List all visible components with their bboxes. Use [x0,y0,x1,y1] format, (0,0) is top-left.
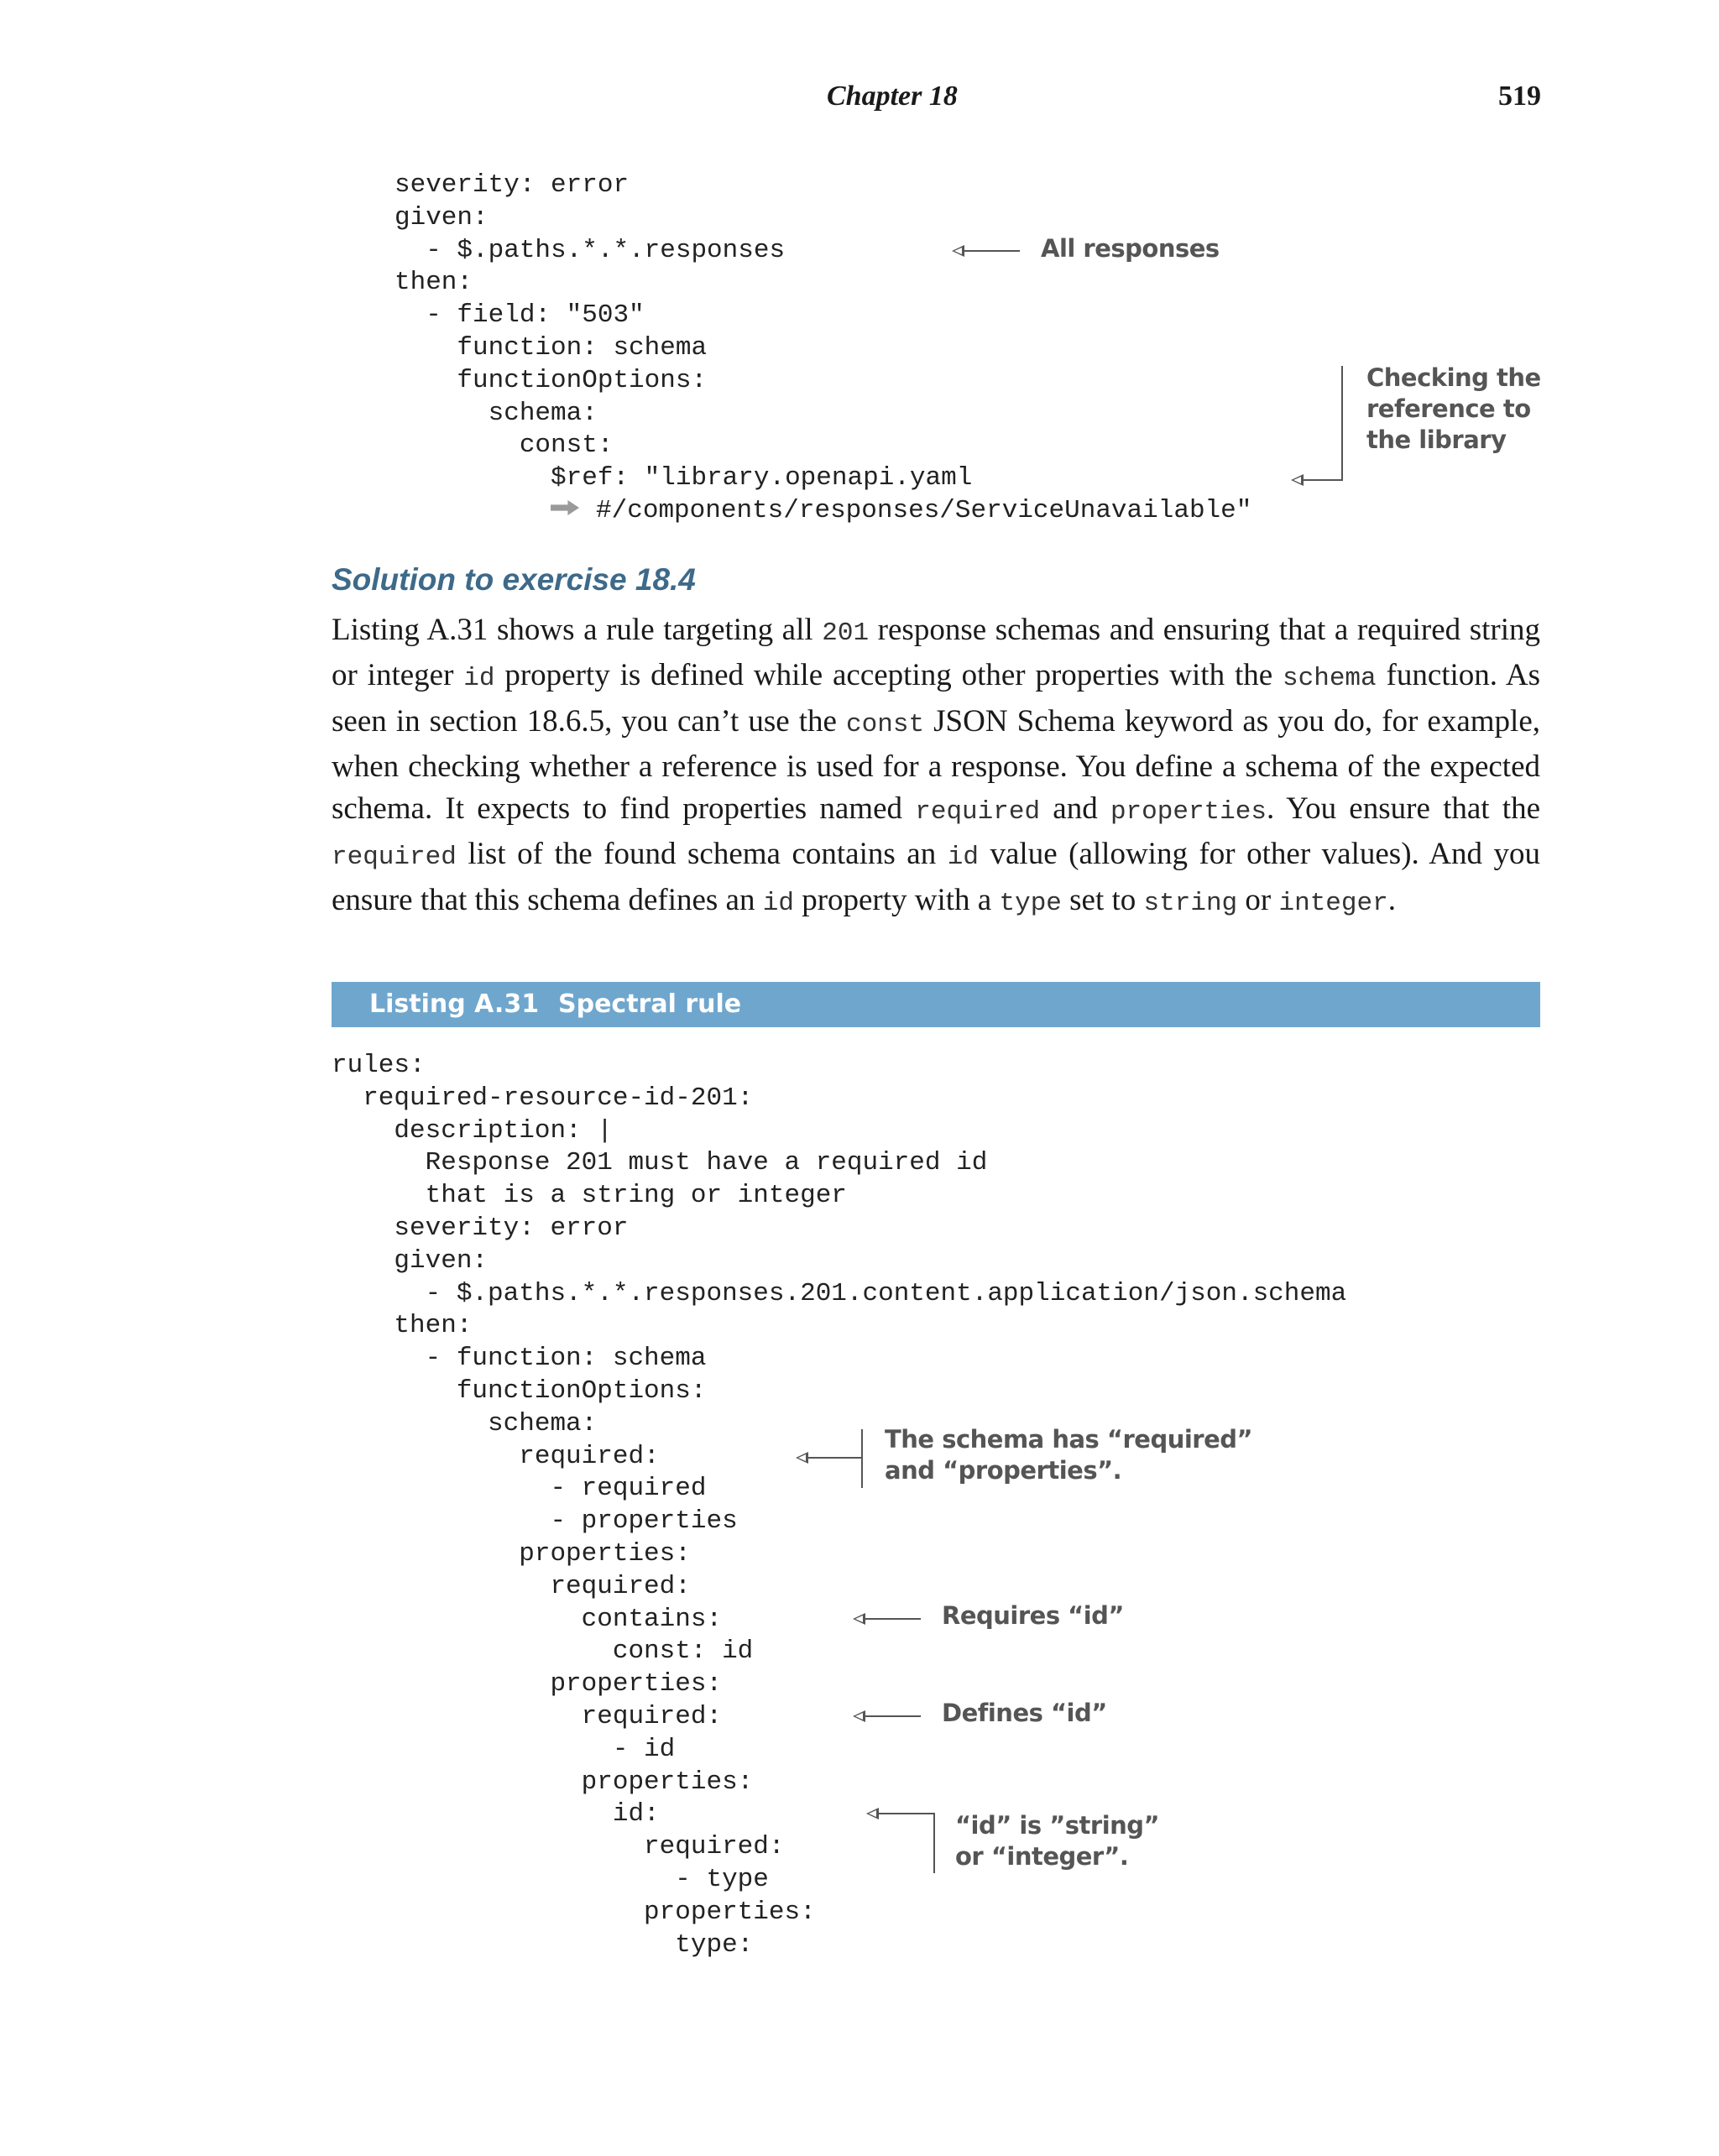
code-line: const: id [332,1637,754,1667]
annotation-line [865,1618,921,1620]
code-line: type: [332,1929,754,1960]
text-run: JSON Schema keyword as you do, for example, when checking whether a reference is used for a response. You define a schema of the expected schema. It expects to find properties named [332,703,1540,827]
code-line-text: #/components/responses/ServiceUnavailable" [596,495,1252,525]
inline-code: integer [1278,888,1388,918]
code-line: required: [332,1701,723,1731]
annotation-requires-id: Requires “id” [942,1601,1124,1630]
text-run: value (allowing for other values). And you ensure that this schema defines an [332,837,1540,917]
annotation-all-responses: All responses [1041,234,1220,263]
text-run: list of the found schema contains an [456,837,948,872]
code-line: required: [332,1441,660,1471]
annotation-arrow-icon [853,1710,865,1722]
code-line: - $.paths.*.*.responses.201.content.application/json.schema [332,1278,1347,1308]
annotation-schema-has [885,1424,1252,1486]
text-run: . [1387,882,1396,917]
inline-code: schema [1283,664,1377,694]
inline-code: id [463,664,495,694]
code-line: - field: "503" [394,300,645,331]
code-line: severity: error [394,170,630,200]
annotation-checking-reference [1366,363,1541,456]
page-number: 519 [1498,81,1541,112]
code-line: - required [332,1474,707,1504]
body-paragraph [332,609,1540,925]
annotation-arrow-icon [952,245,964,257]
code-line: - function: schema [332,1344,707,1374]
inline-code: id [762,888,794,918]
code-line: properties: [332,1897,816,1927]
code-line: severity: error [332,1213,629,1243]
text-run: . You ensure that the [1266,791,1540,827]
code-line: Response 201 must have a required id [332,1148,988,1178]
code-line: description: | [332,1115,613,1146]
code-line: properties: [332,1767,754,1797]
inline-code: type [999,888,1062,918]
annotation-defines-id: Defines “id” [942,1699,1107,1727]
code-line: function: schema [394,332,708,363]
code-line: required-resource-id-201: [332,1083,754,1113]
code-line: given: [332,1245,489,1276]
inline-code: properties [1110,797,1267,827]
running-head [0,81,1719,121]
section-heading: Solution to exercise 18.4 [332,562,696,597]
code-line: $ref: "library.openapi.yaml [394,463,973,493]
inline-code: string [1143,888,1238,918]
annotation-bracket [933,1813,935,1873]
annotation-line [808,1457,862,1459]
text-run: or [1237,882,1279,917]
annotation-arrow-icon [853,1613,865,1625]
listing-title-bar [332,982,1540,1027]
text-run: property is defined while accepting other properties with the [494,658,1283,693]
code-line: then: [332,1311,473,1341]
code-line: - properties [332,1506,738,1537]
code-line: properties: [332,1669,723,1699]
annotation-line-text: Checking the [1366,363,1541,392]
code-line: functionOptions: [394,365,708,395]
inline-code: required [332,843,457,873]
annotation-arrow-icon [1291,474,1304,486]
listing-title: Spectral rule [558,989,742,1019]
inline-code: id [947,843,979,873]
line-continuation-arrow-icon [551,500,579,515]
annotation-line [964,250,1020,252]
code-line: - $.paths.*.*.responses [394,235,786,265]
code-line: required: [332,1571,691,1601]
code-line: then: [394,268,473,298]
code-line: contains: [332,1604,723,1634]
listing-code [332,1050,1346,1961]
inline-code: required [915,797,1041,827]
code-line: schema: [394,398,598,428]
code-line: id: [332,1799,660,1830]
listing-number: Listing A.31 [369,989,540,1019]
text-run: Listing A.31 shows a rule targeting all [332,613,823,647]
annotation-line-text: “id” is ”string” [955,1811,1160,1840]
annotation-id-type [955,1810,1159,1872]
inline-code: const [846,709,925,739]
annotation-line-text: The schema has “required” [885,1425,1253,1454]
chapter-title: Chapter 18 [827,81,958,112]
annotation-line-text: or “integer”. [955,1842,1129,1871]
annotation-line-text: the library [1366,425,1507,454]
text-run: and [1040,791,1110,827]
annotation-bracket [1341,366,1343,480]
inline-code: 201 [822,619,870,648]
code-line: that is a string or integer [332,1181,847,1211]
annotation-line [865,1715,921,1717]
annotation-line [1304,479,1343,481]
text-run: function. As seen in section 18.6.5, you can’t use the [332,658,1540,739]
text-run: set to [1061,882,1144,917]
annotation-bracket [861,1429,863,1488]
code-line: given: [394,202,489,232]
annotation-line-text: and “properties”. [885,1456,1122,1485]
code-line: - type [332,1864,769,1894]
code-line: properties: [332,1538,691,1569]
annotation-line [879,1813,934,1814]
code-line: functionOptions: [332,1376,707,1406]
annotation-arrow-icon [866,1808,879,1819]
code-line: - id [332,1734,676,1764]
code-line: rules: [332,1051,426,1080]
text-run: property with a [793,882,1000,917]
code-line: schema: [332,1408,598,1438]
code-line-continued [394,495,1251,528]
code-line: required: [332,1832,785,1862]
text-run: response schemas and ensuring that a required string or integer [332,613,1540,693]
annotation-arrow-icon [796,1452,808,1464]
annotation-line-text: reference to [1366,394,1531,423]
code-line: const: [394,431,614,461]
code-block-top [394,170,1251,528]
